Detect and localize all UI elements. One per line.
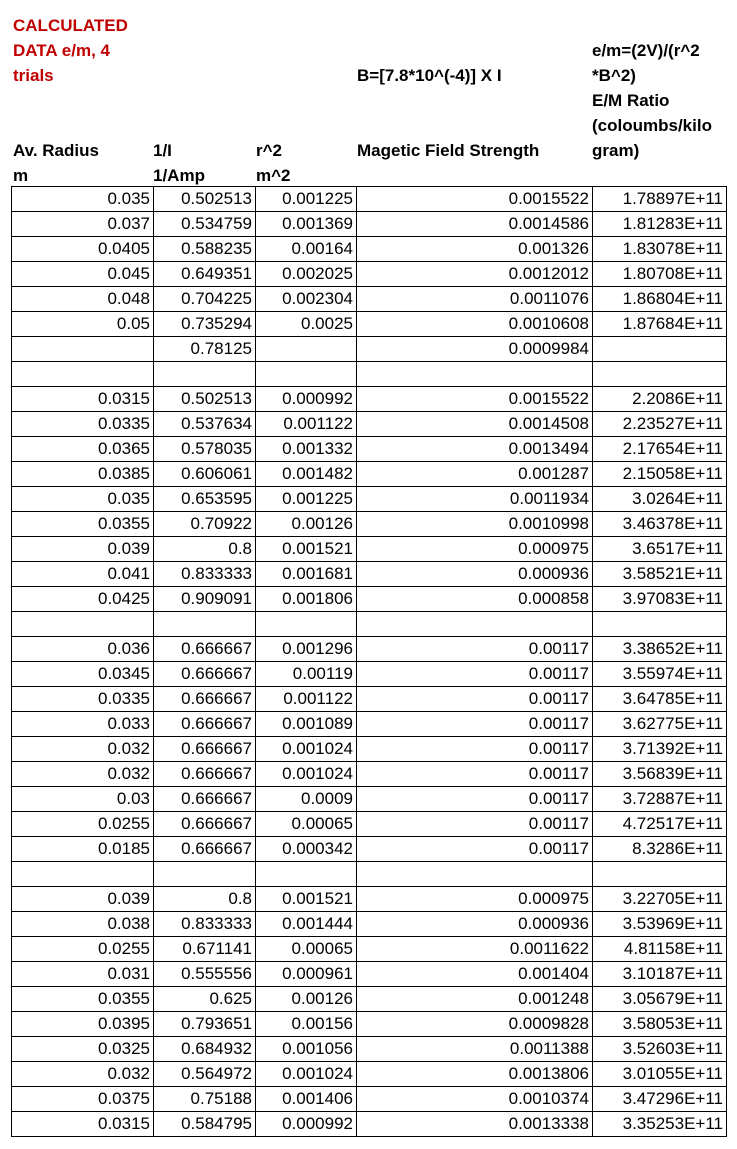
cell-em-ratio: 3.58053E+11 — [593, 1012, 727, 1037]
cell-inverse-current: 0.666667 — [154, 712, 256, 737]
cell-radius: 0.0345 — [12, 662, 154, 687]
unit-radius: m — [13, 166, 29, 185]
cell-em-ratio: 3.97083E+11 — [593, 587, 727, 612]
cell-inverse-current — [154, 362, 256, 387]
table-row — [12, 937, 727, 962]
cell-inverse-current: 0.666667 — [154, 662, 256, 687]
cell-radius: 0.0255 — [12, 937, 154, 962]
cell-field-strength: 0.0015522 — [357, 187, 593, 212]
cell-radius: 0.0185 — [12, 837, 154, 862]
cell-field-strength: 0.0009828 — [357, 1012, 593, 1037]
table-row — [12, 1112, 727, 1137]
cell-field-strength: 0.00117 — [357, 837, 593, 862]
cell-r-squared: 0.00065 — [256, 937, 357, 962]
table-row — [12, 1037, 727, 1062]
table-row — [12, 662, 727, 687]
cell-r-squared: 0.000342 — [256, 837, 357, 862]
table-row — [12, 462, 727, 487]
cell-field-strength: 0.001248 — [357, 987, 593, 1012]
table-row — [12, 962, 727, 987]
cell-inverse-current: 0.78125 — [154, 337, 256, 362]
cell-field-strength: 0.0011934 — [357, 487, 593, 512]
cell-em-ratio: 3.38652E+11 — [593, 637, 727, 662]
cell-em-ratio: 1.80708E+11 — [593, 262, 727, 287]
cell-r-squared: 0.00119 — [256, 662, 357, 687]
cell-em-ratio: 3.56839E+11 — [593, 762, 727, 787]
cell-inverse-current: 0.684932 — [154, 1037, 256, 1062]
table-row — [12, 187, 727, 212]
cell-radius: 0.05 — [12, 312, 154, 337]
cell-radius: 0.0315 — [12, 387, 154, 412]
cell-em-ratio: 3.58521E+11 — [593, 562, 727, 587]
table-row — [12, 637, 727, 662]
cell-radius — [12, 612, 154, 637]
cell-r-squared: 0.001369 — [256, 212, 357, 237]
cell-radius: 0.048 — [12, 287, 154, 312]
cell-r-squared — [256, 612, 357, 637]
cell-radius: 0.035 — [12, 187, 154, 212]
cell-r-squared: 0.001024 — [256, 737, 357, 762]
cell-inverse-current: 0.625 — [154, 987, 256, 1012]
table-row — [12, 862, 727, 887]
cell-em-ratio: 3.35253E+11 — [593, 1112, 727, 1137]
cell-inverse-current: 0.666667 — [154, 687, 256, 712]
cell-radius: 0.0335 — [12, 412, 154, 437]
cell-em-ratio: 3.64785E+11 — [593, 687, 727, 712]
cell-radius: 0.038 — [12, 912, 154, 937]
table-row — [12, 437, 727, 462]
table-row — [12, 512, 727, 537]
cell-field-strength: 0.0009984 — [357, 337, 593, 362]
cell-r-squared: 0.001122 — [256, 412, 357, 437]
cell-field-strength: 0.000858 — [357, 587, 593, 612]
cell-em-ratio: 2.23527E+11 — [593, 412, 727, 437]
cell-field-strength: 0.00117 — [357, 712, 593, 737]
table-row — [12, 687, 727, 712]
cell-inverse-current: 0.671141 — [154, 937, 256, 962]
cell-radius: 0.041 — [12, 562, 154, 587]
unit-inverse-current: 1/Amp — [153, 166, 205, 185]
cell-field-strength: 0.00117 — [357, 787, 593, 812]
cell-field-strength: 0.00117 — [357, 637, 593, 662]
cell-inverse-current: 0.8 — [154, 887, 256, 912]
cell-em-ratio: 3.47296E+11 — [593, 1087, 727, 1112]
cell-r-squared: 0.00126 — [256, 987, 357, 1012]
cell-radius: 0.0325 — [12, 1037, 154, 1062]
cell-inverse-current: 0.537634 — [154, 412, 256, 437]
cell-field-strength: 0.0011388 — [357, 1037, 593, 1062]
cell-r-squared: 0.001806 — [256, 587, 357, 612]
cell-inverse-current: 0.666667 — [154, 737, 256, 762]
cell-radius: 0.032 — [12, 762, 154, 787]
formula-em: e/m=(2V)/(r^2 *B^2) — [592, 41, 700, 85]
col-header-em-ratio: E/M Ratio (coloumbs/kilo gram) — [592, 91, 712, 160]
table-row — [12, 387, 727, 412]
cell-em-ratio: 1.78897E+11 — [593, 187, 727, 212]
cell-field-strength: 0.0010374 — [357, 1087, 593, 1112]
cell-r-squared: 0.00164 — [256, 237, 357, 262]
cell-em-ratio: 1.83078E+11 — [593, 237, 727, 262]
cell-radius — [12, 862, 154, 887]
col-header-radius: Av. Radius — [13, 141, 99, 160]
cell-field-strength: 0.001287 — [357, 462, 593, 487]
cell-inverse-current: 0.588235 — [154, 237, 256, 262]
cell-field-strength: 0.000975 — [357, 887, 593, 912]
table-row — [12, 1062, 727, 1087]
cell-em-ratio: 3.05679E+11 — [593, 987, 727, 1012]
cell-r-squared: 0.001482 — [256, 462, 357, 487]
cell-r-squared: 0.001521 — [256, 887, 357, 912]
unit-r-squared: m^2 — [256, 166, 291, 185]
cell-inverse-current: 0.666667 — [154, 812, 256, 837]
cell-field-strength: 0.001404 — [357, 962, 593, 987]
cell-em-ratio: 4.81158E+11 — [593, 937, 727, 962]
cell-inverse-current: 0.584795 — [154, 1112, 256, 1137]
cell-radius: 0.0425 — [12, 587, 154, 612]
table-row — [12, 912, 727, 937]
table-row — [12, 887, 727, 912]
table-row — [12, 587, 727, 612]
cell-inverse-current: 0.606061 — [154, 462, 256, 487]
table-row — [12, 812, 727, 837]
cell-inverse-current — [154, 862, 256, 887]
cell-r-squared — [256, 362, 357, 387]
cell-inverse-current: 0.666667 — [154, 787, 256, 812]
cell-em-ratio: 3.01055E+11 — [593, 1062, 727, 1087]
cell-em-ratio: 3.46378E+11 — [593, 512, 727, 537]
cell-em-ratio: 2.17654E+11 — [593, 437, 727, 462]
table-row — [12, 1012, 727, 1037]
cell-radius: 0.0355 — [12, 987, 154, 1012]
cell-r-squared: 0.001122 — [256, 687, 357, 712]
cell-field-strength: 0.0013806 — [357, 1062, 593, 1087]
cell-field-strength: 0.0010998 — [357, 512, 593, 537]
cell-r-squared: 0.001056 — [256, 1037, 357, 1062]
cell-radius: 0.0255 — [12, 812, 154, 837]
cell-r-squared — [256, 337, 357, 362]
cell-inverse-current: 0.909091 — [154, 587, 256, 612]
table-row — [12, 537, 727, 562]
cell-r-squared: 0.001089 — [256, 712, 357, 737]
table-row — [12, 487, 727, 512]
cell-radius: 0.035 — [12, 487, 154, 512]
cell-field-strength: 0.00117 — [357, 737, 593, 762]
cell-r-squared: 0.000992 — [256, 387, 357, 412]
cell-field-strength: 0.0010608 — [357, 312, 593, 337]
cell-em-ratio: 3.10187E+11 — [593, 962, 727, 987]
cell-r-squared: 0.000961 — [256, 962, 357, 987]
cell-inverse-current: 0.578035 — [154, 437, 256, 462]
cell-field-strength: 0.001326 — [357, 237, 593, 262]
table-row — [12, 712, 727, 737]
cell-em-ratio: 8.3286E+11 — [593, 837, 727, 862]
cell-field-strength: 0.0012012 — [357, 262, 593, 287]
cell-radius: 0.039 — [12, 537, 154, 562]
cell-inverse-current: 0.653595 — [154, 487, 256, 512]
cell-em-ratio: 1.86804E+11 — [593, 287, 727, 312]
col-header-r-squared: r^2 — [256, 141, 282, 160]
cell-inverse-current: 0.564972 — [154, 1062, 256, 1087]
cell-inverse-current: 0.502513 — [154, 387, 256, 412]
cell-em-ratio: 1.87684E+11 — [593, 312, 727, 337]
cell-field-strength: 0.0011076 — [357, 287, 593, 312]
cell-inverse-current — [154, 612, 256, 637]
cell-inverse-current: 0.502513 — [154, 187, 256, 212]
cell-r-squared: 0.001521 — [256, 537, 357, 562]
cell-radius: 0.0375 — [12, 1087, 154, 1112]
cell-r-squared: 0.00156 — [256, 1012, 357, 1037]
cell-r-squared: 0.002304 — [256, 287, 357, 312]
cell-radius — [12, 337, 154, 362]
table-row — [12, 262, 727, 287]
cell-radius: 0.0385 — [12, 462, 154, 487]
cell-field-strength: 0.0015522 — [357, 387, 593, 412]
cell-radius: 0.0365 — [12, 437, 154, 462]
cell-em-ratio: 3.53969E+11 — [593, 912, 727, 937]
table-row — [12, 412, 727, 437]
table-row — [12, 337, 727, 362]
cell-em-ratio: 3.22705E+11 — [593, 887, 727, 912]
cell-r-squared: 0.001024 — [256, 762, 357, 787]
cell-r-squared: 0.001024 — [256, 1062, 357, 1087]
cell-em-ratio: 3.71392E+11 — [593, 737, 727, 762]
cell-field-strength: 0.0013494 — [357, 437, 593, 462]
cell-r-squared: 0.001225 — [256, 487, 357, 512]
cell-field-strength: 0.00117 — [357, 687, 593, 712]
cell-field-strength: 0.000936 — [357, 912, 593, 937]
cell-field-strength: 0.0014508 — [357, 412, 593, 437]
table-row — [12, 837, 727, 862]
cell-inverse-current: 0.666667 — [154, 637, 256, 662]
table-row — [12, 987, 727, 1012]
cell-radius: 0.0335 — [12, 687, 154, 712]
cell-r-squared: 0.00126 — [256, 512, 357, 537]
cell-em-ratio — [593, 612, 727, 637]
table-row — [12, 562, 727, 587]
cell-inverse-current: 0.666667 — [154, 762, 256, 787]
cell-radius: 0.036 — [12, 637, 154, 662]
cell-r-squared: 0.001332 — [256, 437, 357, 462]
cell-r-squared: 0.001296 — [256, 637, 357, 662]
table-row — [12, 212, 727, 237]
cell-field-strength: 0.00117 — [357, 762, 593, 787]
cell-radius: 0.0405 — [12, 237, 154, 262]
col-header-inverse-current: 1/I — [153, 141, 172, 160]
table-row — [12, 762, 727, 787]
cell-inverse-current: 0.735294 — [154, 312, 256, 337]
cell-em-ratio: 4.72517E+11 — [593, 812, 727, 837]
cell-r-squared: 0.001444 — [256, 912, 357, 937]
cell-em-ratio: 3.52603E+11 — [593, 1037, 727, 1062]
cell-em-ratio — [593, 337, 727, 362]
table-row — [12, 737, 727, 762]
cell-radius: 0.037 — [12, 212, 154, 237]
cell-inverse-current: 0.75188 — [154, 1087, 256, 1112]
cell-field-strength — [357, 612, 593, 637]
cell-r-squared: 0.0009 — [256, 787, 357, 812]
cell-radius: 0.033 — [12, 712, 154, 737]
cell-r-squared: 0.0025 — [256, 312, 357, 337]
cell-field-strength: 0.00117 — [357, 662, 593, 687]
table-row — [12, 312, 727, 337]
cell-inverse-current: 0.8 — [154, 537, 256, 562]
data-table — [11, 186, 727, 1137]
col-header-field-strength: Magetic Field Strength — [357, 141, 540, 160]
cell-r-squared: 0.000992 — [256, 1112, 357, 1137]
cell-r-squared — [256, 862, 357, 887]
cell-field-strength: 0.000975 — [357, 537, 593, 562]
cell-field-strength: 0.0013338 — [357, 1112, 593, 1137]
cell-radius: 0.0355 — [12, 512, 154, 537]
cell-field-strength — [357, 362, 593, 387]
cell-radius: 0.031 — [12, 962, 154, 987]
cell-em-ratio: 2.2086E+11 — [593, 387, 727, 412]
cell-radius: 0.0395 — [12, 1012, 154, 1037]
table-row — [12, 1087, 727, 1112]
cell-inverse-current: 0.666667 — [154, 837, 256, 862]
cell-r-squared: 0.001406 — [256, 1087, 357, 1112]
cell-radius: 0.032 — [12, 737, 154, 762]
cell-em-ratio: 3.62775E+11 — [593, 712, 727, 737]
cell-inverse-current: 0.534759 — [154, 212, 256, 237]
cell-em-ratio — [593, 362, 727, 387]
cell-em-ratio: 1.81283E+11 — [593, 212, 727, 237]
table-row — [12, 787, 727, 812]
cell-inverse-current: 0.649351 — [154, 262, 256, 287]
cell-field-strength: 0.0014586 — [357, 212, 593, 237]
table-row — [12, 362, 727, 387]
cell-inverse-current: 0.833333 — [154, 562, 256, 587]
cell-radius: 0.045 — [12, 262, 154, 287]
cell-field-strength: 0.000936 — [357, 562, 593, 587]
cell-inverse-current: 0.555556 — [154, 962, 256, 987]
cell-radius: 0.039 — [12, 887, 154, 912]
table-row — [12, 612, 727, 637]
cell-r-squared: 0.001225 — [256, 187, 357, 212]
cell-em-ratio: 2.15058E+11 — [593, 462, 727, 487]
table-row — [12, 237, 727, 262]
cell-radius: 0.0315 — [12, 1112, 154, 1137]
cell-em-ratio: 3.72887E+11 — [593, 787, 727, 812]
cell-radius — [12, 362, 154, 387]
cell-r-squared: 0.00065 — [256, 812, 357, 837]
cell-inverse-current: 0.833333 — [154, 912, 256, 937]
table-row — [12, 287, 727, 312]
cell-radius: 0.03 — [12, 787, 154, 812]
cell-em-ratio: 3.6517E+11 — [593, 537, 727, 562]
cell-field-strength: 0.0011622 — [357, 937, 593, 962]
sheet-title: CALCULATED DATA e/m, 4 trials — [13, 16, 128, 85]
cell-r-squared: 0.001681 — [256, 562, 357, 587]
cell-radius: 0.032 — [12, 1062, 154, 1087]
cell-field-strength: 0.00117 — [357, 812, 593, 837]
cell-inverse-current: 0.70922 — [154, 512, 256, 537]
cell-em-ratio — [593, 862, 727, 887]
cell-inverse-current: 0.793651 — [154, 1012, 256, 1037]
cell-inverse-current: 0.704225 — [154, 287, 256, 312]
formula-b: B=[7.8*10^(-4)] X I — [357, 66, 502, 85]
cell-em-ratio: 3.55974E+11 — [593, 662, 727, 687]
cell-r-squared: 0.002025 — [256, 262, 357, 287]
cell-em-ratio: 3.0264E+11 — [593, 487, 727, 512]
cell-field-strength — [357, 862, 593, 887]
